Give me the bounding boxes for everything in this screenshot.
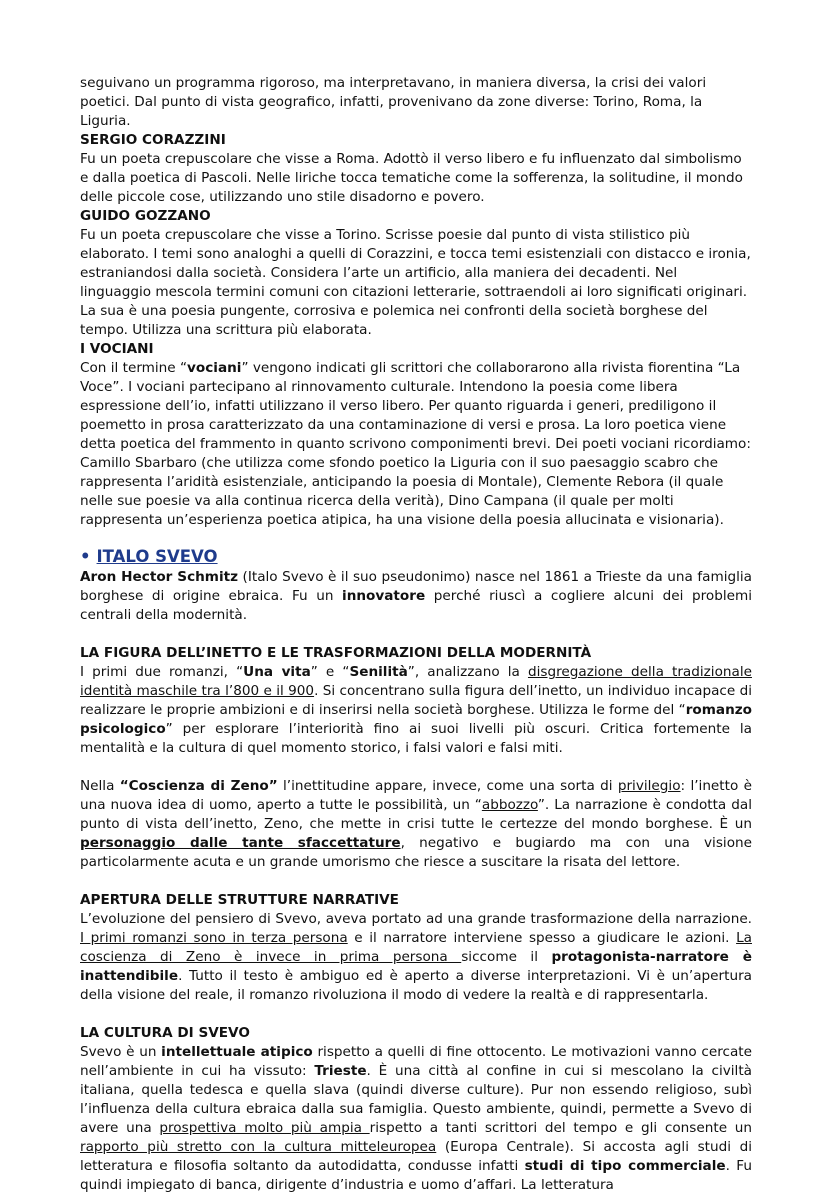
bold-term: Senilità xyxy=(349,664,408,680)
text-run: . Fu quindi impiegato di banca, dirigente d’industria e uomo d’affari. La letteratura xyxy=(80,1158,752,1193)
intro-paragraph: seguivano un programma rigoroso, ma interpretavano, in maniera diversa, la crisi dei valori poetici. Dal punto di vista geografico, infatti, provenivano da zone diverse: Torino, Roma, la Liguria. xyxy=(80,75,707,129)
vociani-heading: I VOCIANI xyxy=(80,341,154,357)
text-run: rispetto a tanti scrittori del tempo e gli consente un xyxy=(369,1120,752,1136)
apertura-paragraph xyxy=(80,910,752,1005)
text-run: siccome il xyxy=(461,949,552,965)
text-run: I primi due romanzi, “ xyxy=(80,664,244,680)
bold-term: protagonista-narratore è inattendibile xyxy=(80,949,752,984)
bold-term: intellettuale atipico xyxy=(161,1044,313,1060)
text-run: Nella xyxy=(80,778,120,794)
bold-term: studi di tipo commerciale xyxy=(524,1158,726,1174)
cultura-heading: LA CULTURA DI SVEVO xyxy=(80,1025,250,1041)
inetto-paragraph-1 xyxy=(80,663,752,758)
spacer xyxy=(80,625,752,644)
bold-term: Trieste xyxy=(314,1063,367,1079)
inetto-heading: LA FIGURA DELL’INETTO E LE TRASFORMAZIONI DELLA MODERNITÀ xyxy=(80,645,592,661)
section-title-svevo xyxy=(80,546,752,568)
text-run: perché riuscì a cogliere alcuni dei problemi centrali della modernità. xyxy=(80,588,753,623)
text-run: , negativo e bugiardo ma con una visione particolarmente acuta e un grande umorismo che riesce a suscitare la risata del lettore. xyxy=(80,835,752,870)
apertura-heading: APERTURA DELLE STRUTTURE NARRATIVE xyxy=(80,892,399,908)
text-run: ” e “ xyxy=(310,664,350,680)
section-title-text: ITALO SVEVO xyxy=(96,547,218,566)
text-run: ”. La narrazione è condotta dal punto di vista dell’inetto, Zeno, che mette in crisi tutte le certezze del mondo borghese. È un xyxy=(80,797,752,832)
text-run: (Europa Centrale). Si accosta agli studi di letteratura e filosofia soltanto da autodidatta, condusse infatti xyxy=(80,1139,752,1174)
text-run: Svevo è un xyxy=(80,1044,162,1060)
spacer xyxy=(80,872,752,891)
bold-term: innovatore xyxy=(342,588,426,604)
spacer xyxy=(80,1005,752,1024)
text-run: : l’inetto è una nuova idea di uomo, aperto a tutte le possibilità, un “ xyxy=(80,778,752,813)
underlined-text: privilegio xyxy=(617,778,681,794)
text-run: rispetto a quelli di fine ottocento. Le motivazioni vanno cercate nell’ambiente in cui ha vissuto: xyxy=(80,1044,752,1079)
gozzano-paragraph: Fu un poeta crepuscolare che visse a Torino. Scrisse poesie dal punto di vista stilistico più elaborato. I temi sono analoghi a quelli di Corazzini, e tocca temi esistenziali con distacco e ironia, estraniandosi dalla società. Considera l’arte un artificio, alla maniera dei decadenti. Nel linguaggio mescola termini comuni con citazioni letterarie, sottraendoli ai loro significati originari. La sua è una poesia pungente, corrosiva e polemica nei confronti della società borghese del tempo. Utilizza una scrittura più elaborata. xyxy=(80,227,751,338)
bold-term: “Coscienza di Zeno” xyxy=(119,778,278,794)
text-run: ” per esplorare l’interiorità fino ai suoi livelli più oscuri. Critica fortemente la mentalità e la cultura di quel momento storico, i falsi valori e falsi miti. xyxy=(80,721,752,756)
underlined-text: prospettiva molto più ampia xyxy=(159,1120,370,1136)
document-page xyxy=(80,74,752,1195)
corazzini-heading: SERGIO CORAZZINI xyxy=(80,132,226,148)
gozzano-heading: GUIDO GOZZANO xyxy=(80,208,211,224)
bold-term: Una vita xyxy=(243,664,311,680)
corazzini-paragraph: Fu un poeta crepuscolare che visse a Roma. Adottò il verso libero e fu influenzato dal simbolismo e dalla poetica di Pascoli. Nelle liriche tocca tematiche come la sofferenza, la solitudine, il mondo delle piccole cose, utilizzando uno stile disadorno e povero. xyxy=(80,151,743,205)
spacer xyxy=(80,758,752,777)
underlined-text: I primi romanzi sono in terza persona xyxy=(80,930,348,946)
text-run: (Italo Svevo è il suo pseudonimo) nasce nel 1861 a Trieste da una famiglia borghese di origine ebraica. Fu un xyxy=(80,569,752,604)
cultura-paragraph xyxy=(80,1043,752,1195)
underlined-text: abbozzo xyxy=(481,797,538,813)
text-run: ”, analizzano la xyxy=(407,664,528,680)
vociani-paragraph xyxy=(80,359,752,530)
bullet-icon: • xyxy=(80,547,91,566)
bold-underlined-term: personaggio dalle tante sfaccettature xyxy=(80,835,401,851)
underlined-text: La coscienza di Zeno è invece in prima persona xyxy=(80,930,752,965)
text-run: e il narratore interviene spesso a giudicare le azioni. xyxy=(347,930,737,946)
text-run: . Tutto il testo è ambiguo ed è aperto a diverse interpretazioni. Vi è un’apertura della visione del reale, il romanzo rivoluziona il modo di vedere la realtà e di rappresentarla. xyxy=(80,968,752,1003)
text-run: L’evoluzione del pensiero di Svevo, aveva portato ad una grande trasformazione della narrazione. xyxy=(80,911,752,927)
inetto-paragraph-2 xyxy=(80,777,752,872)
text-run: ” vengono indicati gli scrittori che collaborarono alla rivista fiorentina “La Voce”. I vociani partecipano al rinnovamento culturale. Intendono la poesia come libera espressione dell’io, infatti utilizzano il verso libero. Per quanto riguarda i generi, prediligono il poemetto in prosa caratterizzato da una contaminazione di versi e prosa. La loro poetica viene detta poetica del frammento in quanto scrivono componimenti brevi. Dei poeti vociani ricordiamo: Camillo Sbarbaro (che utilizza come sfondo poetico la Liguria con il suo paesaggio scabro che rappresenta l’aridità esistenziale, anticipando la poesia di Montale), Clemente Rebora (il quale nelle sue poesie va alla continua ricerca della verità), Dino Campana (il quale per molti rappresenta un’esperienza poetica atipica, ha una visione della poesia allucinata e visionaria). xyxy=(80,360,751,528)
bold-term: Aron Hector Schmitz xyxy=(80,569,239,585)
underlined-text: disgregazione della tradizionale identità maschile tra l’800 e il 900 xyxy=(80,664,752,699)
bold-term: vociani xyxy=(187,360,242,376)
svevo-intro-paragraph xyxy=(80,568,752,625)
text-run: . Si concentrano sulla figura dell’inetto, un individuo incapace di realizzare le proprie ambizioni e di inserirsi nella società borghese. Utilizza le forme del “ xyxy=(80,683,752,718)
underlined-text: rapporto più stretto con la cultura mitteleuropea xyxy=(80,1139,437,1155)
text-run: . È una città al confine in cui si mescolano la civiltà italiana, quella tedesca e quella slava (quindi diverse culture). Pur non essendo religioso, subì l’influenza della cultura ebraica dalla sua famiglia. Questo ambiente, quindi, permette a Svevo di avere una xyxy=(80,1063,752,1136)
text-run: l’inettitudine appare, invece, come una sorta di xyxy=(277,778,618,794)
bold-term: romanzo psicologico xyxy=(80,702,752,737)
text-run: Con il termine “ xyxy=(80,360,188,376)
